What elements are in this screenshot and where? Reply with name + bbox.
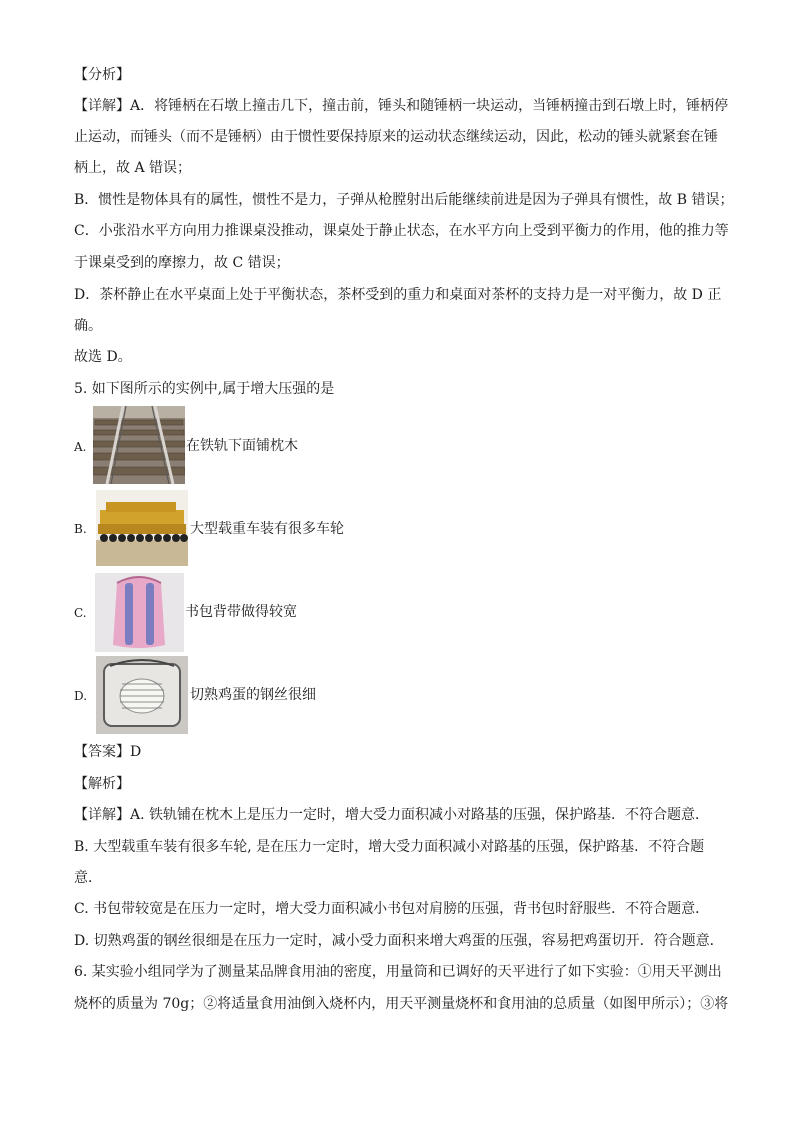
option-a-letter: A. xyxy=(74,440,87,454)
explain-line: 意． xyxy=(74,870,102,886)
answer-value: D xyxy=(130,744,142,760)
explain-line: B. 大型载重车装有很多车轮, 是在压力一定时，增大受力面积减小对路基的压强，保护路基．不符合题 xyxy=(74,839,705,855)
railway-track-image xyxy=(93,406,185,484)
q4-detail-line: 于课桌受到的摩擦力，故 C 错误； xyxy=(74,255,290,271)
analysis-heading: 【分析】 xyxy=(74,67,130,83)
answer-label: 【答案】 xyxy=(74,744,130,760)
q4-detail-line: B．惯性是物体具有的属性，惯性不是力，子弹从枪膛射出后能继续前进是因为子弹具有惯性，故 B 错误； xyxy=(74,192,734,208)
heavy-truck-image xyxy=(96,490,188,566)
explain-line: D. 切熟鸡蛋的钢丝很细是在压力一定时，减小受力面积来增大鸡蛋的压强，容易把鸡蛋切开．符合题意． xyxy=(74,933,724,949)
option-d-text: 切熟鸡蛋的钢丝很细 xyxy=(190,687,316,703)
answer-line xyxy=(74,743,724,761)
option-b-letter: B. xyxy=(74,522,87,536)
q4-detail-line: 【详解】A．将锤柄在石墩上撞击几下，撞击前，锤头和随锤柄一块运动，当锤柄撞击到石墩上时，锤柄停 xyxy=(74,98,729,114)
egg-slicer-image xyxy=(96,656,188,734)
option-d-letter: D. xyxy=(74,689,88,703)
q4-detail-line: C．小张沿水平方向用力推课桌没推动，课桌处于静止状态，在水平方向上受到平衡力的作用，他的推力等 xyxy=(74,223,729,239)
q4-detail-line: 柄上，故 A 错误； xyxy=(74,160,192,176)
q4-detail-line: 故选 D。 xyxy=(74,349,132,365)
q5-question: 5. 如下图所示的实例中,属于增大压强的是 xyxy=(74,381,335,397)
q6-line: 烧杯的质量为 70g；②将适量食用油倒入烧杯内，用天平测量烧杯和食用油的总质量（如图甲所示）；③将 xyxy=(74,996,729,1012)
q4-detail-line: 确。 xyxy=(74,318,102,334)
option-b-text: 大型载重车装有很多车轮 xyxy=(190,521,344,537)
backpack-image xyxy=(95,573,184,652)
q4-detail-line: D．茶杯静止在水平桌面上处于平衡状态，茶杯受到的重力和桌面对茶杯的支持力是一对平衡力，故 D 正 xyxy=(74,287,722,303)
option-a-text: 在铁轨下面铺枕木 xyxy=(186,438,298,454)
q4-detail-line: 止运动，而锤头（而不是锤柄）由于惯性要保持原来的运动状态继续运动，因此，松动的锤头就紧套在锤 xyxy=(74,129,718,145)
explain-heading: 【解析】 xyxy=(74,776,130,792)
option-c-text: 书包背带做得较宽 xyxy=(185,604,297,620)
explain-line: 【详解】A. 铁轨铺在枕木上是压力一定时，增大受力面积减小对路基的压强，保护路基．不符合题意． xyxy=(74,807,710,823)
explain-line: C. 书包带较宽是在压力一定时，增大受力面积减小书包对肩膀的压强，背书包时舒服些．不符合题意． xyxy=(74,901,710,917)
q6-line: 6. 某实验小组同学为了测量某品牌食用油的密度，用量筒和已调好的天平进行了如下实验：①用天平测出 xyxy=(74,964,722,980)
option-c-letter: C. xyxy=(74,606,87,620)
